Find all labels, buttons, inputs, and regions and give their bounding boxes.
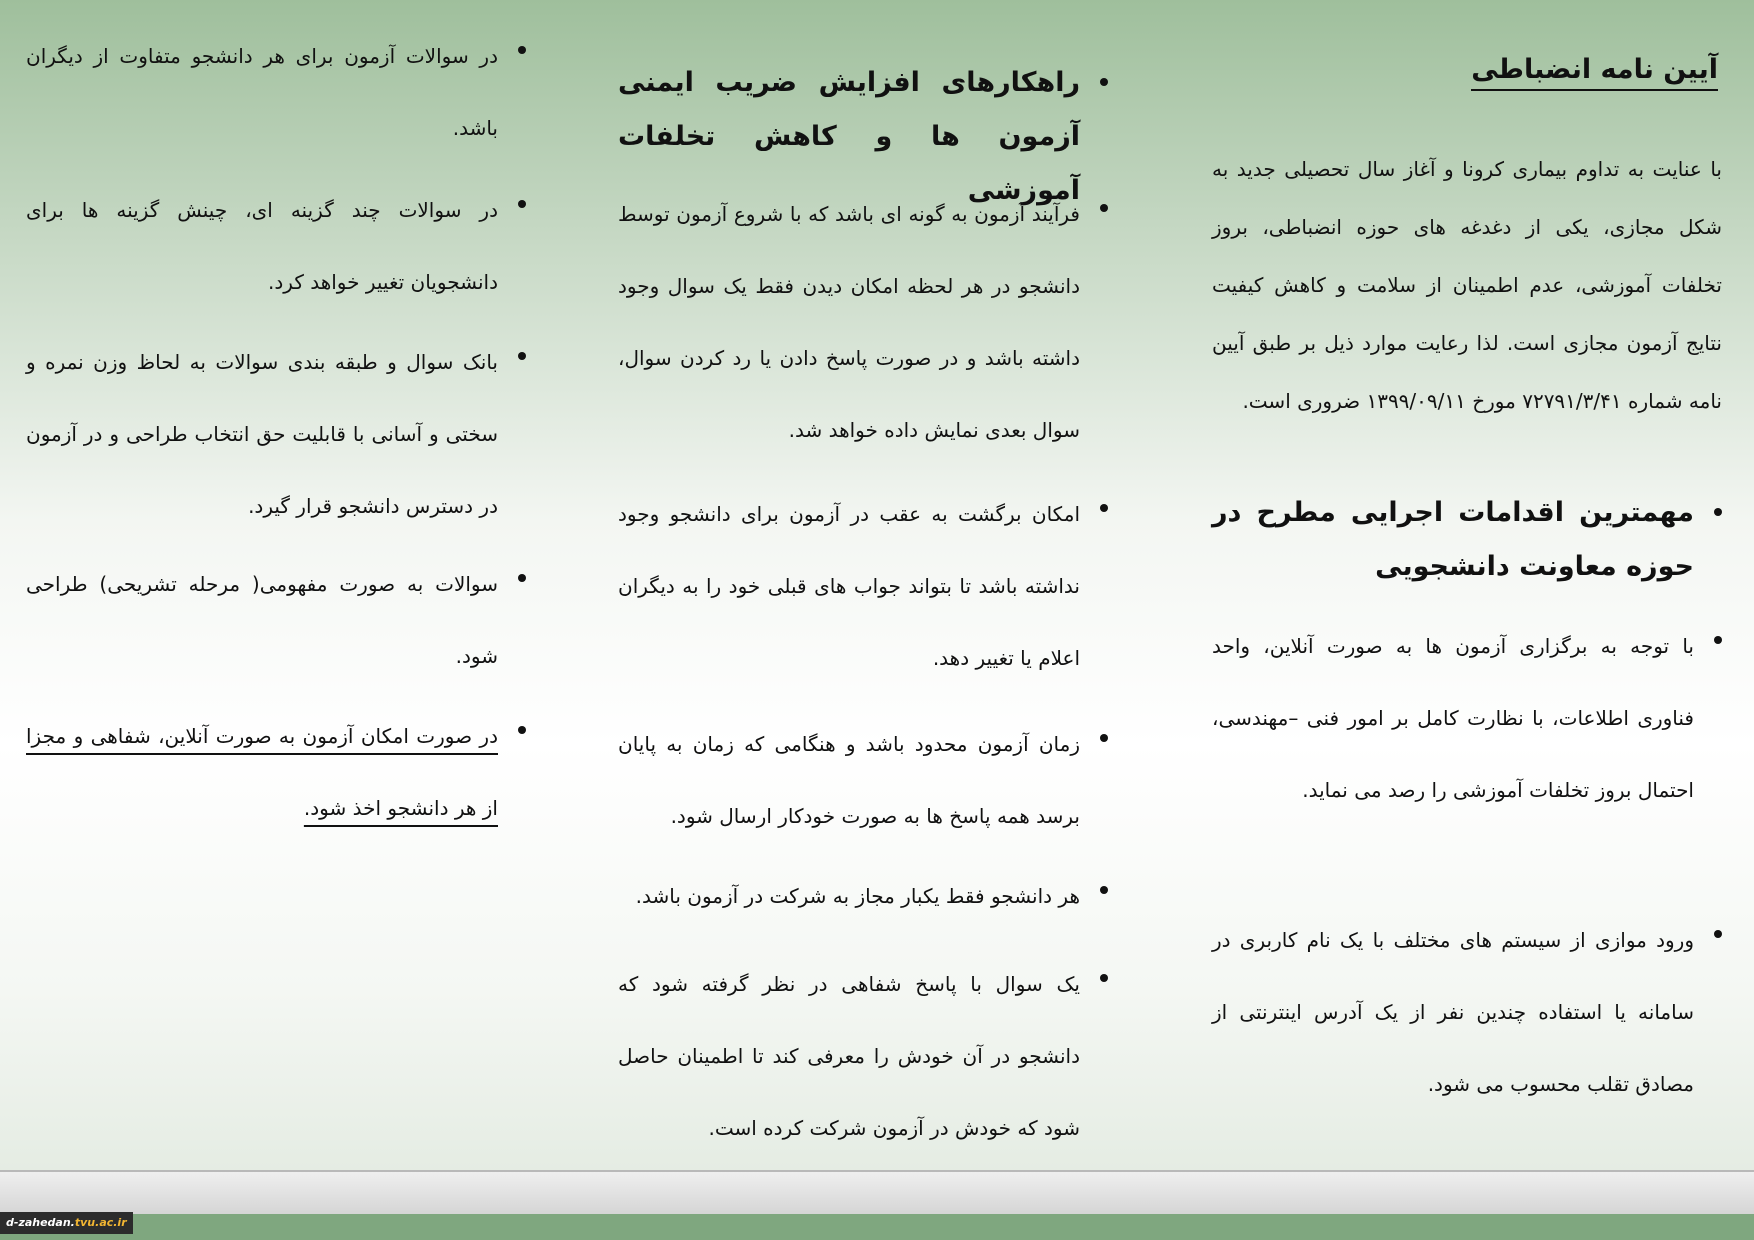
heading-disciplinary-regulations: آیین نامه انضباطی <box>1471 54 1718 91</box>
list-item: ورود موازی از سیستم های مختلف با یک نام کاربری در سامانه یا استفاده چندین نفر از یک آدرس اینترنتی از مصادق تقلب محسوب می شود. <box>1212 904 1722 1120</box>
bullet-icon <box>1714 930 1722 938</box>
list-item: در سوالات چند گزینه ای، چینش گزینه ها برای دانشجویان تغییر خواهد کرد. <box>26 174 526 318</box>
list-item: هر دانشجو فقط یکبار مجاز به شرکت در آزمون باشد. <box>618 860 1108 932</box>
intro-paragraph: با عنایت به تداوم بیماری کرونا و آغاز سال تحصیلی جدید به شکل مجازی، یکی از دغدغه های حوزه انضباطی، بروز تخلفات آموزشی، عدم اطمینان از سلامت و کاهش کیفیت نتایج آزمون مجازی است. لذا رعایت موارد ذیل بر طبق آیین نامه شماره ۷۲۷۹۱/۳/۴۱ مورخ ۱۳۹۹/۰۹/۱۱ ضروری است. <box>1212 157 1722 413</box>
bullet-icon <box>1100 204 1108 212</box>
list-item: بانک سوال و طبقه بندی سوالات به لحاظ وزن نمره و سختی و آسانی با قابلیت حق انتخاب طراحی و در آزمون در دسترس دانشجو قرار گیرد. <box>26 326 526 542</box>
list-item: یک سوال با پاسخ شفاهی در نظر گرفته شود که دانشجو در آن خودش را معرفی کند تا اطمینان حاصل شود که خودش در آزمون شرکت کرده است. <box>618 948 1108 1164</box>
list-item: با توجه به برگزاری آزمون ها به صورت آنلاین، واحد فناوری اطلاعات، با نظارت کامل بر امور فنی –مهندسی، احتمال بروز تخلفات آموزشی را رصد می نماید. <box>1212 610 1722 826</box>
bullet-icon <box>1100 886 1108 894</box>
list-item: امکان برگشت به عقب در آزمون برای دانشجو وجود نداشته باشد تا بتواند جواب های قبلی خود را به دیگران اعلام یا تغییر دهد. <box>618 478 1108 694</box>
bullet-icon <box>518 726 526 734</box>
bullet-icon <box>1714 636 1722 644</box>
list-item: زمان آزمون محدود باشد و هنگامی که زمان به پایان برسد همه پاسخ ها به صورت خودکار ارسال شود. <box>618 708 1108 852</box>
list-item: در صورت امکان آزمون به صورت آنلاین، شفاهی و مجزا از هر دانشجو اخذ شود. <box>26 700 526 844</box>
bullet-icon <box>1100 734 1108 742</box>
section-title-exam-safety: راهکارهای افزایش ضریب ایمنی آزمون ها و کاهش تخلفات آموزشی <box>618 56 1108 218</box>
bullet-icon <box>518 574 526 582</box>
footer-band <box>0 1170 1754 1214</box>
bullet-icon <box>1100 504 1108 512</box>
list-item: در سوالات آزمون برای هر دانشجو متفاوت از دیگران باشد. <box>26 20 526 164</box>
site-address: d-zahedan.tvu.ac.ir <box>0 1212 133 1234</box>
bullet-icon <box>1100 78 1108 86</box>
bullet-icon <box>1100 974 1108 982</box>
section-title-student-affairs: مهمترین اقدامات اجرایی مطرح در حوزه معاونت دانشجویی <box>1212 486 1722 594</box>
list-item: فرآیند آزمون به گونه ای باشد که با شروع آزمون توسط دانشجو در هر لحظه امکان دیدن فقط یک سوال وجود داشته باشد و در صورت پاسخ دادن یا رد کردن سوال، سوال بعدی نمایش داده خواهد شد. <box>618 178 1108 466</box>
footer-bar <box>0 1214 1754 1240</box>
list-item: سوالات به صورت مفهومی( مرحله تشریحی) طراحی شود. <box>26 548 526 692</box>
bullet-icon <box>518 352 526 360</box>
bullet-icon <box>518 200 526 208</box>
bullet-icon <box>518 46 526 54</box>
bullet-icon <box>1714 508 1722 516</box>
